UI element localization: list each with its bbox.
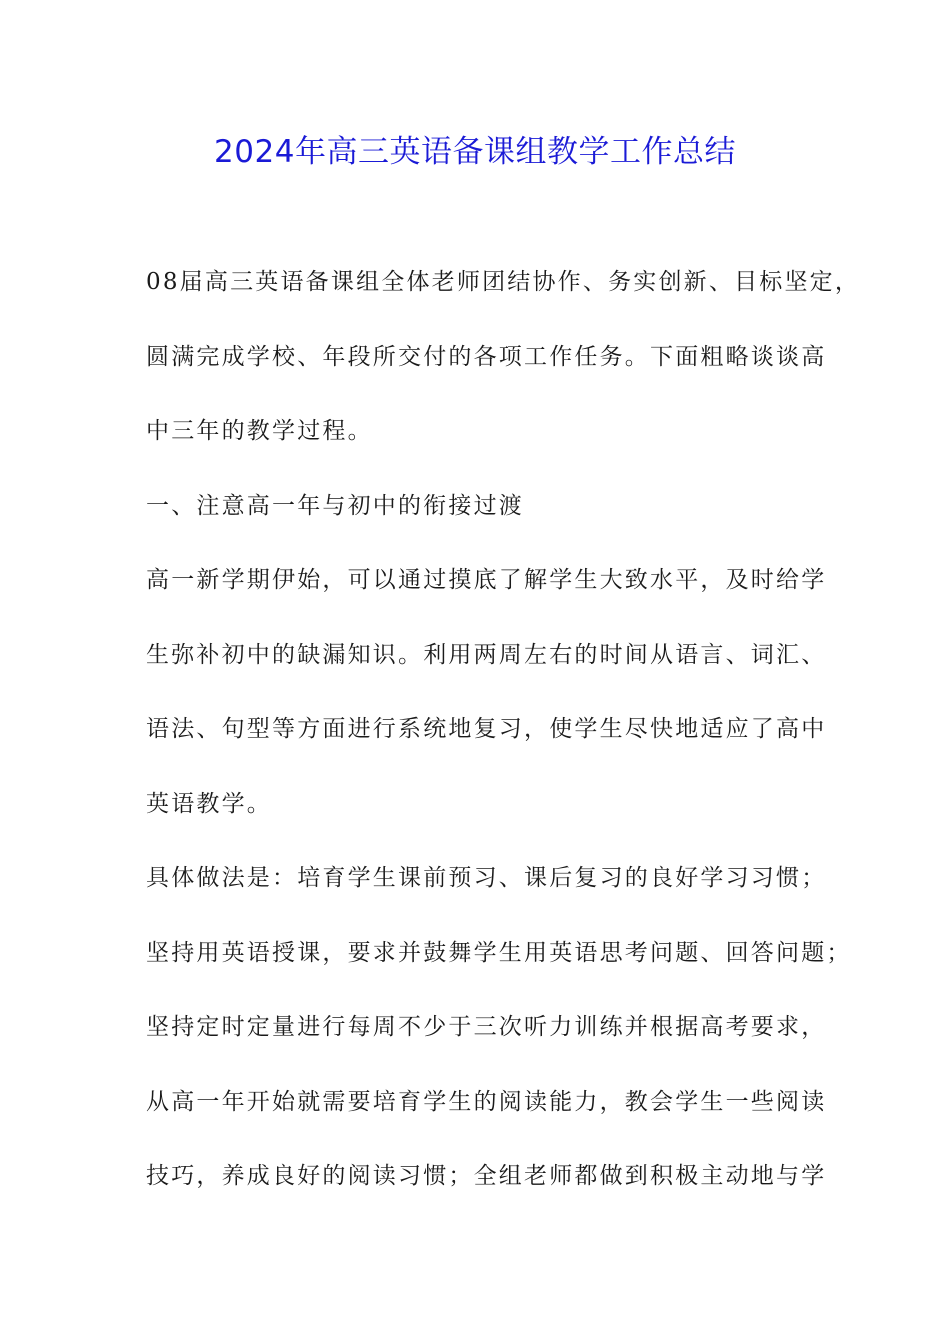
paragraph-line: 08届高三英语备课组全体老师团结协作、务实创新、目标坚定， — [146, 269, 861, 295]
document-body — [146, 262, 861, 1231]
section-heading: 一、注意高一年与初中的衔接过渡 — [146, 492, 524, 519]
paragraph-line: 技巧，养成良好的阅读习惯；全组老师都做到积极主动地与学 — [146, 1163, 827, 1189]
paragraph-line: 高一新学期伊始，可以通过摸底了解学生大致水平，及时给学 — [146, 567, 827, 593]
paragraph-line: 中三年的教学过程。 — [146, 418, 373, 444]
document-title: 2024年高三英语备课组教学工作总结 — [214, 134, 736, 170]
paragraph-line: 英语教学。 — [146, 790, 272, 817]
paragraph-line: 从高一年开始就需要培育学生的阅读能力，教会学生一些阅读 — [146, 1088, 827, 1115]
paragraph-line: 语法、句型等方面进行系统地复习，使学生尽快地适应了高中 — [146, 716, 827, 742]
paragraph-line: 坚持定时定量进行每周不少于三次听力训练并根据高考要求， — [146, 1014, 827, 1040]
paragraph-line: 生弥补初中的缺漏知识。利用两周左右的时间从语言、词汇、 — [146, 641, 827, 668]
paragraph-line: 具体做法是：培育学生课前预习、课后复习的良好学习习惯； — [146, 865, 827, 891]
paragraph-line: 坚持用英语授课，要求并鼓舞学生用英语思考问题、回答问题； — [146, 939, 852, 966]
paragraph-line: 圆满完成学校、年段所交付的各项工作任务。下面粗略谈谈高 — [146, 343, 827, 370]
